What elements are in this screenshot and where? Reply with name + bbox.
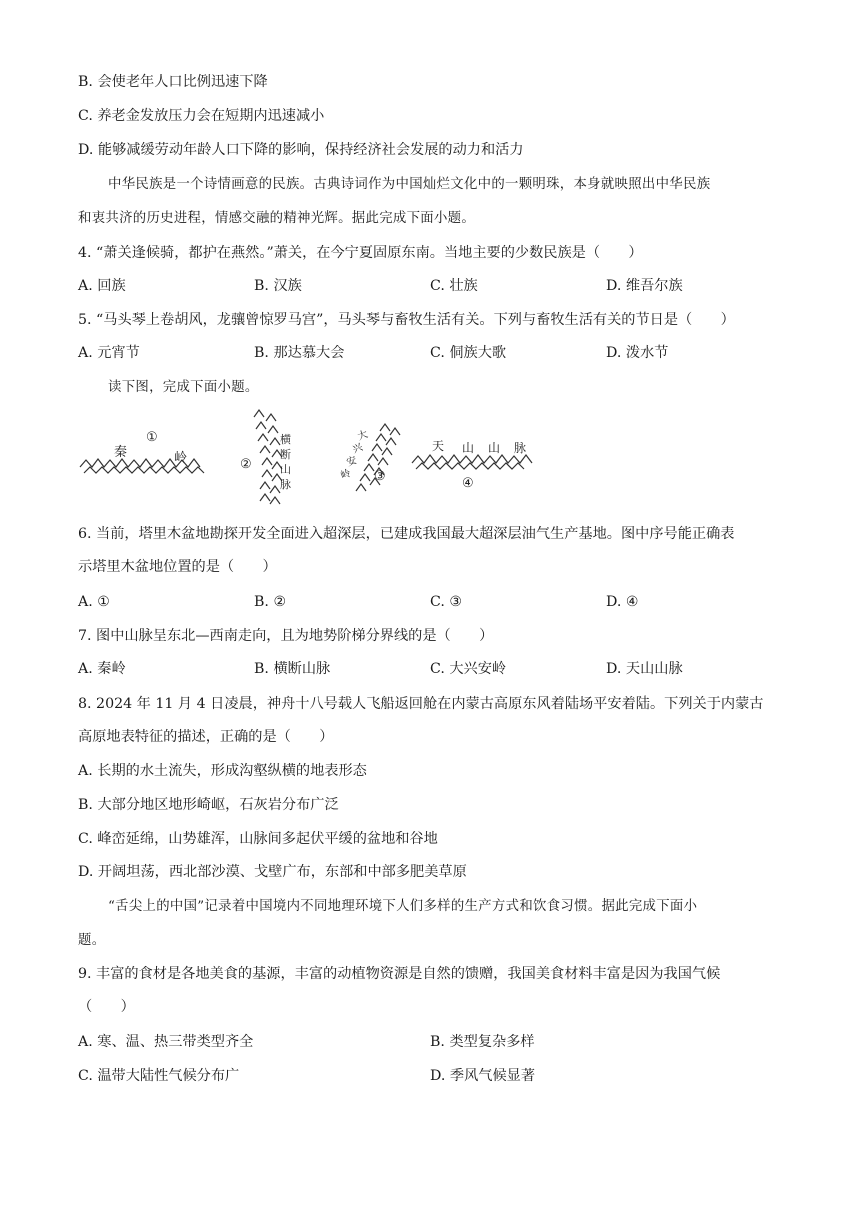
q3-option-c: C. 养老金发放压力会在短期内迅速减小 (78, 108, 325, 124)
q7-stem: 7. 图中山脉呈东北—西南走向，且为地势阶梯分界线的是（ ） (78, 628, 494, 644)
mountain-2-hengduan (240, 410, 291, 504)
passage2-text: 读下图，完成下面小题。 (108, 380, 259, 395)
q7-option-b: B. 横断山脉 (254, 661, 331, 677)
mountain-1-qinling (80, 430, 204, 473)
mountain-2-char-2: 断 (280, 448, 291, 461)
mountain-3-char-3: 安 (345, 455, 359, 469)
q6-option-d: D. ④ (606, 594, 639, 610)
q7-option-a: A. 秦岭 (78, 661, 126, 677)
mountain-range-figure (76, 405, 546, 510)
q6-option-c: C. ③ (430, 594, 463, 610)
q7-option-d: D. 天山山脉 (606, 661, 683, 677)
q5-stem: 5. “马头琴上卷胡风，龙骧曾惊罗马宫”，马头琴与畜牧生活有关。下列与畜牧生活有关的节日是（ ） (78, 312, 735, 328)
q3-option-b: B. 会使老年人口比例迅速下降 (78, 74, 268, 90)
mountain-3-char-4: 岭 (339, 468, 353, 482)
passage3-line2: 题。 (78, 933, 106, 948)
q5-option-c: C. 侗族大歌 (430, 345, 507, 361)
q9-stem-line2: （ ） (78, 999, 135, 1015)
mountain-1-char-1: 秦 (114, 445, 128, 460)
q4-stem: 4. “萧关逢候骑，都护在燕然。”萧关，在今宁夏固原东南。当地主要的少数民族是（ ） (78, 245, 643, 261)
mountain-4-tianshan (412, 439, 532, 491)
q5-option-d: D. 泼水节 (606, 345, 669, 361)
mountain-3-daxinganling (339, 424, 400, 491)
mountain-1-char-2: 岭 (174, 451, 188, 466)
q6-stem-line2: 示塔里木盆地位置的是（ ） (78, 559, 277, 575)
q9-option-c: C. 温带大陆性气候分布广 (78, 1068, 240, 1084)
q6-option-a: A. ① (78, 594, 110, 610)
q6-option-b: B. ② (254, 594, 287, 610)
mountain-3-number: ③ (374, 469, 386, 484)
q8-option-a: A. 长期的水土流失，形成沟壑纵横的地表形态 (78, 763, 367, 779)
passage3-line1: “舌尖上的中国”记录着中国境内不同地理环境下人们多样的生产方式和饮食习惯。据此完成下面小 (108, 899, 698, 914)
q4-option-c: C. 壮族 (430, 278, 478, 294)
mountain-2-char-3: 山 (280, 463, 291, 476)
q8-option-d: D. 开阔坦荡，西北部沙漠、戈壁广布，东部和中部多肥美草原 (78, 864, 467, 880)
q6-stem-line1: 6. 当前，塔里木盆地勘探开发全面进入超深层，已建成我国最大超深层油气生产基地。图中序号能正确表 (78, 526, 735, 542)
mountain-2-number: ② (240, 457, 252, 472)
q5-option-a: A. 元宵节 (78, 345, 140, 361)
q4-option-a: A. 回族 (78, 278, 126, 294)
q8-option-b: B. 大部分地区地形崎岖，石灰岩分布广泛 (78, 797, 339, 813)
mountain-4-number: ④ (462, 476, 474, 491)
q9-option-b: B. 类型复杂多样 (430, 1034, 535, 1050)
q7-option-c: C. 大兴安岭 (430, 661, 507, 677)
mountain-3-char-2: 兴 (351, 442, 365, 456)
mountain-2-char-4: 脉 (280, 478, 291, 491)
q8-stem-line1: 8. 2024 年 11 月 4 日凌晨，神舟十八号载人飞船返回舱在内蒙古高原东风着陆场平安着陆。下列关于内蒙古 (78, 696, 764, 712)
mountain-4-char-3: 山 (488, 441, 501, 455)
q4-option-b: B. 汉族 (254, 278, 302, 294)
mountain-4-char-2: 山 (462, 441, 475, 455)
mountain-1-number: ① (146, 430, 158, 445)
q5-option-b: B. 那达慕大会 (254, 345, 345, 361)
passage1-line1: 中华民族是一个诗情画意的民族。古典诗词作为中国灿烂文化中的一颗明珠，本身就映照出中华民族 (108, 177, 711, 192)
mountain-4-char-4: 脉 (514, 441, 527, 455)
q8-option-c: C. 峰峦延绵，山势雄浑，山脉间多起伏平缓的盆地和谷地 (78, 831, 438, 847)
mountain-2-char-1: 横 (280, 433, 291, 446)
q8-stem-line2: 高原地表特征的描述，正确的是（ ） (78, 729, 334, 745)
mountain-4-char-1: 天 (432, 439, 445, 453)
q4-option-d: D. 维吾尔族 (606, 278, 683, 294)
passage1-line2: 和衷共济的历史进程，情感交融的精神光辉。据此完成下面小题。 (78, 211, 476, 226)
q9-option-d: D. 季风气候显著 (430, 1068, 536, 1084)
mountain-3-char-1: 大 (356, 429, 370, 443)
q9-option-a: A. 寒、温、热三带类型齐全 (78, 1034, 254, 1050)
q3-option-d: D. 能够减缓劳动年龄人口下降的影响，保持经济社会发展的动力和活力 (78, 142, 524, 158)
q9-stem-line1: 9. 丰富的食材是各地美食的基源，丰富的动植物资源是自然的馈赠，我国美食材料丰富是因为我国气候 (78, 966, 721, 982)
